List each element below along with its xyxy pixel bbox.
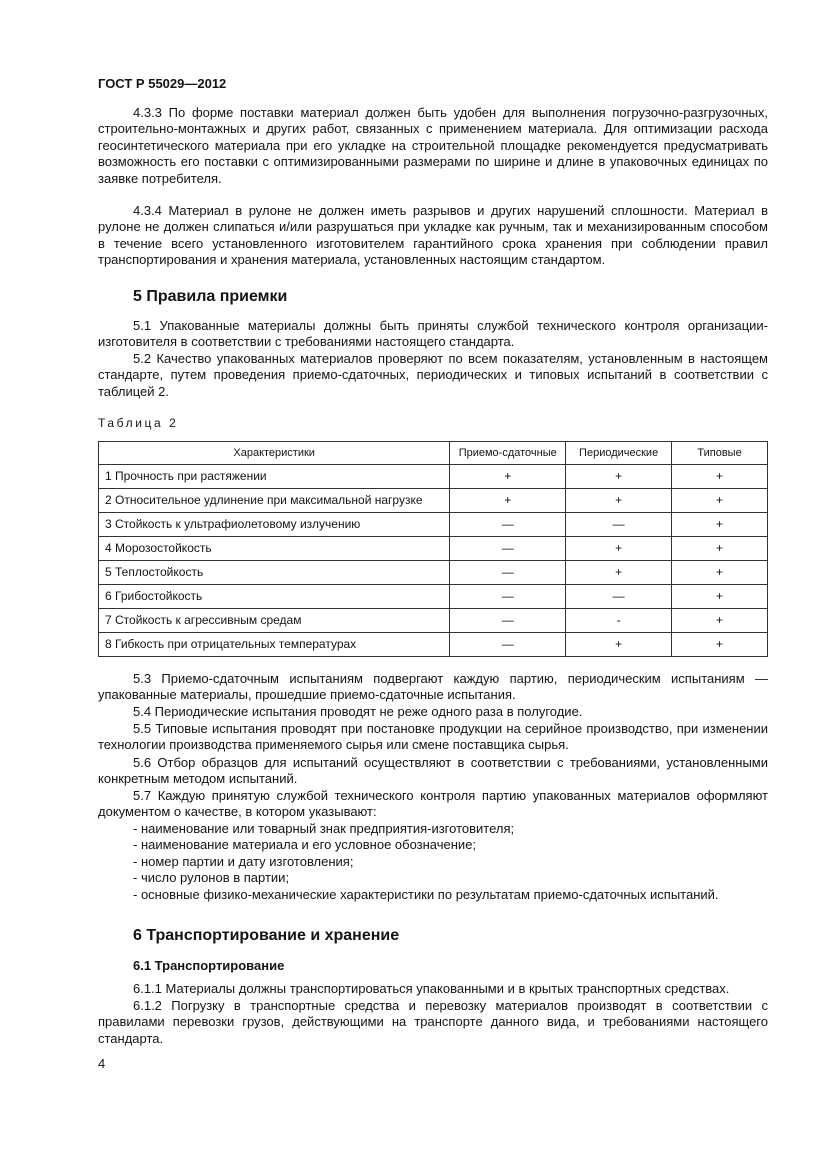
clause-4-3-3-block	[98, 105, 768, 187]
row-acceptance-mark: —	[450, 513, 566, 537]
row-acceptance-mark: —	[450, 537, 566, 561]
clause-6-1-1-block	[98, 981, 768, 997]
row-periodic-mark: +	[566, 561, 672, 585]
row-acceptance-mark: +	[450, 465, 566, 489]
clause-6-1-1: 6.1.1 Материалы должны транспортироваться упакованными и в крытых транспортных средствах.	[133, 981, 730, 996]
clause-5-5: 5.5 Типовые испытания проводят при постановке продукции на серийное производство, при изменении технологии производства применяемого сырья или смене поставщика сырья.	[98, 721, 768, 753]
row-type-mark: +	[672, 585, 768, 609]
table-row	[99, 537, 768, 561]
list-item: - число рулонов в партии;	[133, 870, 290, 886]
clause-4-3-3: 4.3.3 По форме поставки материал должен быть удобен для выполнения погрузочно-разгрузочных, строительно-монтажных и других работ, связанных с применением материала. Для оптимизации расхода геосинтетического материала при его укладке на строительной площадке рекомендуется предусматривать возможность его поставки с оптимизированными размерами по ширине и длине в упаковочных единицах по заявке потребителя.	[98, 105, 768, 186]
table-row	[99, 561, 768, 585]
clause-5-1-block	[98, 318, 768, 351]
clause-5-6-block	[98, 755, 768, 788]
clause-5-3-block	[98, 671, 768, 704]
clause-5-7: 5.7 Каждую принятую службой технического контроля партию упакованных материалов оформляют документом о качестве, в котором указывают:	[98, 788, 768, 820]
header-acceptance: Приемо-сдаточные	[450, 442, 566, 465]
table-2-label: Таблица 2	[98, 416, 179, 430]
clause-5-2-block	[98, 351, 768, 400]
row-type-mark: +	[672, 633, 768, 657]
quality-document-list	[98, 821, 768, 903]
clause-4-3-4-block	[98, 203, 768, 269]
section-6-title: 6 Транспортирование и хранение	[133, 927, 400, 944]
row-characteristic: 5 Теплостойкость	[99, 561, 450, 585]
section-5-heading-block	[98, 287, 768, 307]
clause-5-4-block	[98, 704, 768, 720]
table-row	[99, 513, 768, 537]
row-characteristic: 6 Грибостойкость	[99, 585, 450, 609]
clause-5-3: 5.3 Приемо-сдаточным испытаниям подвергают каждую партию, периодическим испытаниям — упакованные материалы, прошедшие приемо-сдаточные испытания.	[98, 671, 768, 703]
table-row	[99, 633, 768, 657]
list-item: - наименование или товарный знак предприятия-изготовителя;	[133, 821, 515, 836]
table-row	[99, 585, 768, 609]
row-acceptance-mark: —	[450, 609, 566, 633]
row-periodic-mark: -	[566, 609, 672, 633]
list-item: - наименование материала и его условное обозначение;	[133, 837, 477, 853]
clause-5-1: 5.1 Упакованные материалы должны быть приняты службой технического контроля организации-изготовителя в соответствии с требованиями настоящего стандарта.	[98, 318, 768, 350]
list-item: - номер партии и дату изготовления;	[133, 853, 354, 869]
header-characteristics: Характеристики	[99, 442, 450, 465]
table-row	[99, 465, 768, 489]
row-characteristic: 7 Стойкость к агрессивным средам	[99, 609, 450, 633]
row-characteristic: 1 Прочность при растяжении	[99, 465, 450, 489]
row-acceptance-mark: —	[450, 585, 566, 609]
clause-5-4: 5.4 Периодические испытания проводят не реже одного раза в полугодие.	[133, 704, 583, 719]
row-characteristic: 2 Относительное удлинение при максимальной нагрузке	[99, 489, 450, 513]
section-6-heading-block	[98, 926, 768, 946]
row-type-mark: +	[672, 465, 768, 489]
table-2-wrapper	[98, 441, 768, 657]
list-item: - основные физико-механические характеристики по результатам приемо-сдаточных испытаний.	[133, 886, 719, 902]
clause-6-1-2-block	[98, 998, 768, 1047]
clause-5-7-list-block	[98, 821, 768, 903]
row-type-mark: +	[672, 561, 768, 585]
section-5-title: 5 Правила приемки	[133, 288, 288, 305]
row-periodic-mark: —	[566, 585, 672, 609]
clause-5-7-block	[98, 788, 768, 821]
row-characteristic: 4 Морозостойкость	[99, 537, 450, 561]
subsection-6-1-title: 6.1 Транспортирование	[133, 958, 285, 973]
clause-5-5-block	[98, 721, 768, 754]
row-acceptance-mark: —	[450, 633, 566, 657]
header-type: Типовые	[672, 442, 768, 465]
row-periodic-mark: +	[566, 465, 672, 489]
row-type-mark: +	[672, 609, 768, 633]
document-code-header: ГОСТ Р 55029—2012	[98, 76, 227, 91]
table-header-row	[99, 442, 768, 465]
row-type-mark: +	[672, 513, 768, 537]
clause-6-1-2: 6.1.2 Погрузку в транспортные средства и перевозку материалов производят в соответствии с правилами перевозки грузов, действующими на транспорте данного вида, и требованиями настоящего стандарта.	[98, 998, 768, 1046]
row-type-mark: +	[672, 489, 768, 513]
clause-5-2: 5.2 Качество упакованных материалов проверяют по всем показателям, установленным в настоящем стандарте, путем проведения приемо-сдаточных, периодических и типовых испытаний в соответствии с таблицей 2.	[98, 351, 768, 399]
row-periodic-mark: +	[566, 633, 672, 657]
table-2	[98, 441, 768, 657]
table-row	[99, 489, 768, 513]
row-periodic-mark: —	[566, 513, 672, 537]
subsection-6-1-block	[98, 958, 768, 974]
row-acceptance-mark: —	[450, 561, 566, 585]
header-periodic: Периодические	[566, 442, 672, 465]
clause-4-3-4: 4.3.4 Материал в рулоне не должен иметь разрывов и других нарушений сплошности. Материал в рулоне не должен слипаться и/или разрушаться при укладке как ручным, так и механизированным способом в течение всего установленного изготовителем гарантийного срока хранения при соблюдении правил транспортирования и хранения материала, установленных настоящим стандартом.	[98, 203, 768, 268]
row-characteristic: 8 Гибкость при отрицательных температурах	[99, 633, 450, 657]
row-periodic-mark: +	[566, 489, 672, 513]
row-acceptance-mark: +	[450, 489, 566, 513]
table-2-label-block	[98, 415, 768, 431]
row-characteristic: 3 Стойкость к ультрафиолетовому излучению	[99, 513, 450, 537]
table-row	[99, 609, 768, 633]
page-number: 4	[98, 1056, 106, 1071]
row-type-mark: +	[672, 537, 768, 561]
row-periodic-mark: +	[566, 537, 672, 561]
clause-5-6: 5.6 Отбор образцов для испытаний осуществляют в соответствии с требованиями, установленными конкретным методом испытаний.	[98, 755, 768, 787]
